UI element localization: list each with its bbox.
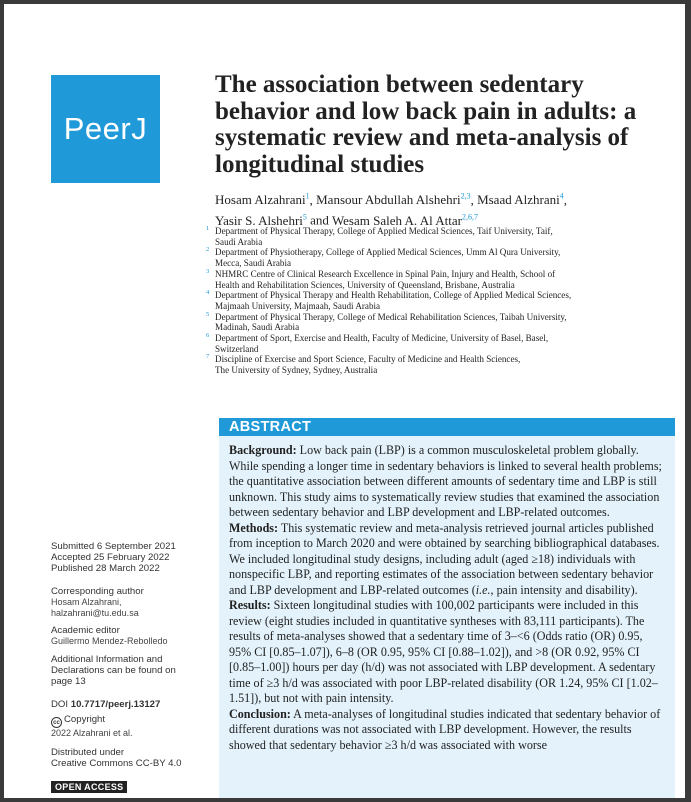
abstract-results: Results: Sixteen longitudinal studies with 100,002 participants were included in this review (eight studies included in quantitative syntheses with 83,111 participants). The results of meta-analyses showed that a sedentary time of 3–<6 (Odds ratio (OR) 0.95, 95% CI [0.85–1.07]), 6–8 (OR 0.95, 95% CI [0.88–1.02]), and >8 (OR 0.92, 95% CI [0.85–1.00]) hours per day (h/d) was not associated with LBP development. A sedentary time of ≥3 h/d was associated with poor LBP-related disability (OR 1.24, 95% CI [1.02–1.51]), but not with pain intensity. [229,598,658,705]
academic-editor [51,625,211,647]
abstract-background: Background: Low back pain (LBP) is a common musculoskeletal problem globally. While spending a longer time in sedentary behaviors is linked to several health problems; the quantitative association between different amounts of sedentary time and LBP is still unknown. This study aims to systematically review studies that examined the association between sedentary behavior and LBP development and LBP-related outcomes. [229,443,662,519]
affiliation: 2 Department of Physiotherapy, College of Applied Medical Sciences, Umm Al Qura University, Mecca, Saudi Arabia [206,246,561,269]
corresponding-author [51,586,211,620]
submitted-date: Submitted 6 September 2021 [51,541,176,552]
author[interactable]: Wesam Saleh A. Al Attar$^{2,6,7}$ [331,212,478,228]
affiliation: 1 Department of Physical Therapy, College of Applied Medical Sciences, Taif University, Taif, Saudi Arabia [206,225,553,247]
corresponding-author-email[interactable]: halzahrani@tu.edu.sa [51,608,139,619]
publication-dates [51,541,211,575]
affiliation: 4 Department of Physical Therapy and Health Rehabilitation, College of Applied Medical Sciences, Majmaah University, Majmaah, Saudi Arabia [206,289,572,311]
author-affil-ref[interactable]: 4 [559,192,564,201]
abstract-heading: ABSTRACT [219,418,675,436]
corresponding-author-heading: Corresponding author [51,586,144,597]
affiliation: 6 Department of Sport, Exercise and Health, Faculty of Medicine, University of Basel, Basel, Switzerland [206,332,549,354]
author[interactable]: Msaad Alzhrani$^4$ [477,192,564,208]
logo-text: PeerJ [63,111,148,146]
author[interactable]: Yasir S. Alshehri$^5$ [215,212,307,228]
peerj-logo [51,75,160,183]
author-affil-ref[interactable]: 2,3 [460,192,471,201]
open-access-badge: OPEN ACCESS [51,781,127,793]
paper-title: The association between sedentary behavior and low back pain in adults: a systematic review and meta-analysis of longitudinal studies [215,71,637,178]
affiliation: 7 Discipline of Exercise and Sport Science, Faculty of Medicine and Health Sciences, The University of Sydney, Sydney, Australia [206,353,521,376]
academic-editor-heading: Academic editor [51,625,120,636]
additional-info[interactable]: Additional Information and Declarations can be found on page 13 [51,654,176,688]
author-affil-ref[interactable]: 5 [302,212,307,222]
doi[interactable]: DOI 10.7717/peerj.13127 [51,699,161,710]
abstract-body [219,436,675,798]
author-affil-ref[interactable]: 2,6,7 [461,212,478,222]
abstract-conclusion: Conclusion: A meta-analyses of longitudinal studies indicated that sedentary behavior of different durations was not associated with LBP development. However, the results showed that sedentary behavior ≥3 h/d was associated with worse [229,706,661,752]
author-affil-ref[interactable]: 1 [305,192,310,201]
author-list: Hosam Alzahrani$^1$, Mansour Abdullah Alshehri$^{2,3}$, Msaad Alzhrani$^4$, Yasir S. Alshehri$^5$ and Wesam Saleh A. Al Attar$^{2,6,7}$ [215,192,567,228]
published-date: Published 28 March 2022 [51,563,160,575]
affiliation: 5 Department of Physical Therapy, College of Medical Rehabilitation Sciences, Taibah University, Madinah, Saudi Arabia [206,310,567,333]
corresponding-author-name: Hosam Alzahrani, [51,597,122,608]
copyright-holder: 2022 Alzahrani et al. [51,728,133,738]
creative-commons-icon: cc [51,717,62,728]
copyright: cc Copyright 2022 Alzahrani et al. [51,714,211,739]
academic-editor-name: Guillermo Mendez-Rebolledo [51,636,168,647]
paper-page [4,4,685,798]
affiliation: 3 NHMRC Centre of Clinical Research Excellence in Spinal Pain, Injury and Health, School of Health and Rehabilitation Sciences, University of Queensland, Brisbane, Australia [206,267,556,290]
affiliations [206,226,626,376]
author[interactable]: Hosam Alzahrani$^1$ [215,192,310,208]
license-name[interactable]: Creative Commons CC-BY 4.0 [51,758,182,770]
abstract-methods: Methods: This systematic review and meta-analysis retrieved journal articles published from inception to March 2020 and were obtained by searching bibliographical databases. We included longitudinal study designs, including adult (aged ≥18) individuals with nonspecific LBP, and reporting estimates of the association between sedentary behavior and LBP development and LBP-related outcomes (i.e., pain intensity and disability). [229,520,660,597]
distributed-heading: Distributed under [51,747,125,758]
accepted-date: Accepted 25 February 2022 [51,552,170,564]
author[interactable]: Mansour Abdullah Alshehri$^{2,3}$ [316,192,471,208]
license [51,747,211,769]
